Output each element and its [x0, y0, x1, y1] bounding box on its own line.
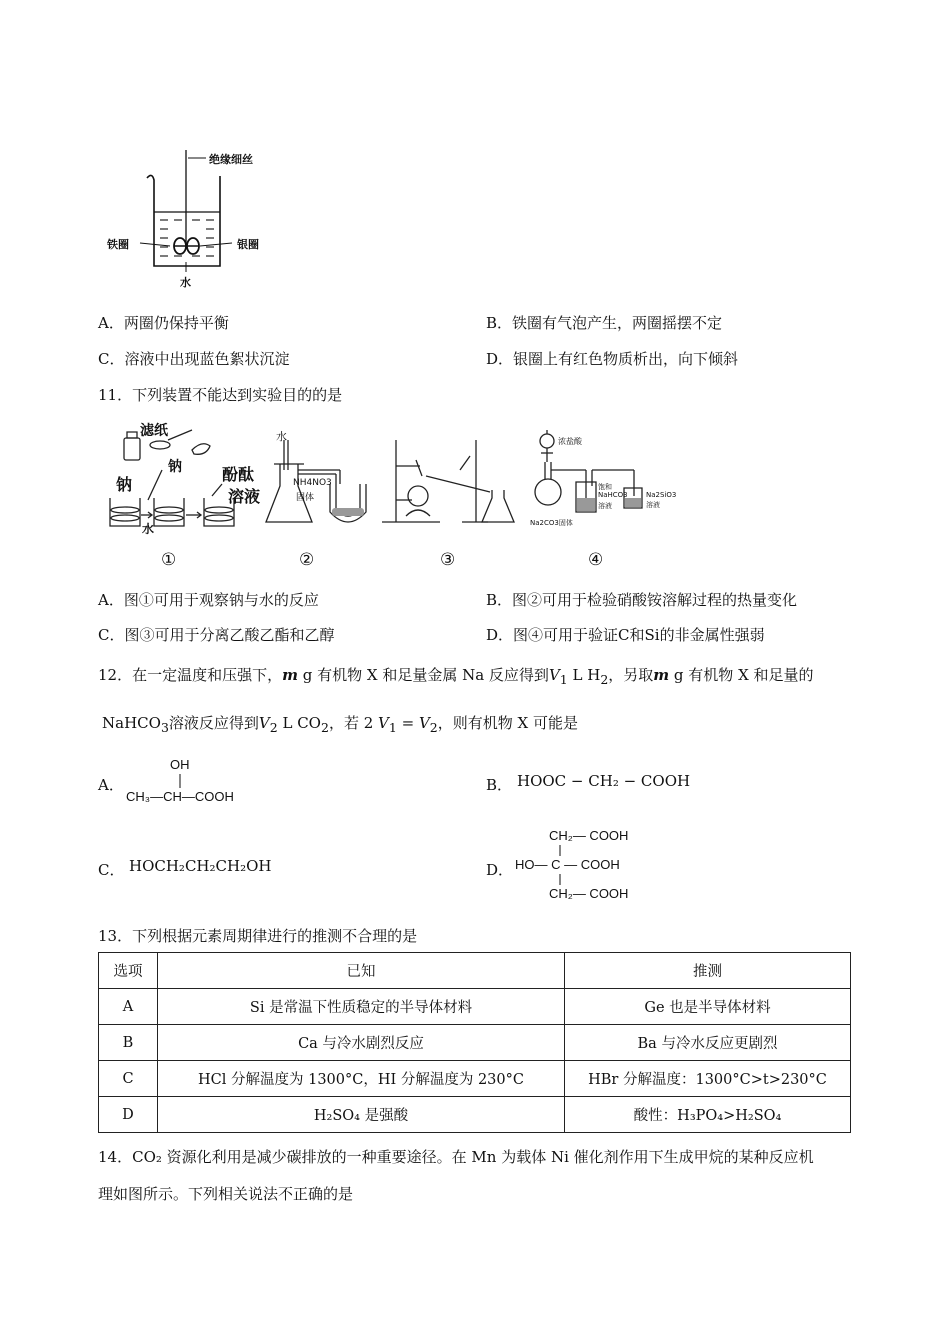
table-cell: C	[99, 1061, 158, 1097]
q11-option-b[interactable]: B．图②可用于检验硝酸铵溶解过程的热量变化	[486, 591, 798, 609]
q10-option-d[interactable]: D．银圈上有红色物质析出，向下倾斜	[486, 350, 739, 368]
table-header: 已知	[158, 953, 565, 989]
label-iron-ring: 铁圈	[107, 238, 129, 251]
table-header: 推测	[565, 953, 851, 989]
fig-number-2: ②	[299, 550, 315, 570]
q12-text: L H	[567, 666, 601, 684]
fig4-label-na2sio3: Na2SiO3	[646, 491, 677, 499]
label-water: 水	[180, 276, 191, 289]
q11-option-c[interactable]: C．图③可用于分离乙酸乙酯和乙醇	[98, 626, 335, 644]
table-row	[99, 1097, 851, 1133]
q12-text: ，则有机物 X 可能是	[437, 714, 578, 732]
fig4-label-saturated: 饱和	[598, 483, 612, 491]
q12-text: =	[396, 714, 419, 732]
q11-option-a[interactable]: A．图①可用于观察钠与水的反应	[98, 591, 319, 609]
table-cell: Si 是常温下性质稳定的半导体材料	[158, 989, 565, 1025]
table-cell: H₂SO₄ 是强酸	[158, 1097, 565, 1133]
q12-text: 溶液反应得到	[168, 714, 259, 732]
q11-stem: 11．下列装置不能达到实验目的的是	[98, 386, 343, 404]
q12-var-v1: V	[378, 714, 389, 732]
fig1-label-water: 水	[142, 522, 155, 536]
q12-text: 12．在一定温度和压强下，	[98, 666, 283, 684]
q12-text: NaHCO	[102, 714, 161, 732]
fig1-label-sodium-top: 钠	[168, 459, 182, 475]
label-insulated-wire: 绝缘细丝	[209, 153, 253, 166]
option-label: A．	[98, 776, 124, 794]
fig4-label-conc-hcl: 浓盐酸	[558, 437, 582, 446]
fig4-label-nahco3: NaHCO3	[598, 491, 628, 499]
fig1-label-solution: 溶液	[228, 487, 261, 506]
fig1-label-paper: 滤纸	[140, 423, 168, 439]
structure-top: CH₂— COOH	[549, 828, 629, 843]
q14-stem-line2: 理如图所示。下列相关说法不正确的是	[98, 1185, 354, 1203]
table-header: 选项	[99, 953, 158, 989]
fig1-label-sodium: 钠	[116, 475, 133, 494]
structure-text: HOOC − CH₂ − COOH	[517, 772, 691, 790]
q10-option-a[interactable]: A．两圈仍保持平衡	[98, 314, 229, 332]
q12-var-m: m	[653, 666, 670, 684]
table-row	[99, 989, 851, 1025]
q12-text: L CO	[277, 714, 321, 732]
fig-number-3: ③	[440, 550, 456, 570]
fig4-label-solution: 溶液	[598, 502, 612, 510]
fig4-label-na2sio3-solution: 溶液	[646, 501, 660, 509]
structure-bottom: CH₂— COOH	[549, 886, 629, 901]
q12-stem-line1: 12．在一定温度和压强下，m g 有机物 X 和足量金属 Na 反应得到$V_1$ L $H_2$，另取m g 有机物 X 和足量的	[98, 666, 814, 687]
structure-mid: HO— C — COOH	[515, 857, 620, 872]
table-cell: B	[99, 1025, 158, 1061]
q13-table	[98, 952, 851, 1133]
table-cell: A	[99, 989, 158, 1025]
fig2-label-nh4no3: NH4NO3	[293, 478, 332, 488]
option-label: C．	[98, 861, 125, 879]
table-cell: HCl 分解温度为 1300°C，HI 分解温度为 230°C	[158, 1061, 565, 1097]
fig2-label-solid: 固体	[296, 493, 315, 503]
fig2-label-water: 水	[276, 430, 287, 443]
q12-text: ，若 2	[328, 714, 379, 732]
structure-text: HOCH₂CH₂CH₂OH	[129, 857, 272, 875]
fig1-label-phenolphthalein: 酚酞	[222, 465, 255, 484]
table-row	[99, 1025, 851, 1061]
q12-stem-line2: NaHCO$_3$溶液反应得到$V_2$ L $CO_2$，若 2 $V_1 = V_2$，则有机物 X 可能是	[102, 714, 578, 735]
table-cell: D	[99, 1097, 158, 1133]
table-cell: Ge 也是半导体材料	[565, 989, 851, 1025]
table-row	[99, 1061, 851, 1097]
q10-option-c[interactable]: C．溶液中出现蓝色絮状沉淀	[98, 350, 290, 368]
option-label: D．	[486, 861, 514, 879]
table-cell: 酸性：H₃PO₄>H₂SO₄	[565, 1097, 851, 1133]
q12-var-v2: V	[418, 714, 430, 732]
q11-option-d[interactable]: D．图④可用于验证C和Si的非金属性强弱	[486, 626, 765, 644]
table-cell: Ca 与冷水剧烈反应	[158, 1025, 565, 1061]
label-silver-ring: 银圈	[237, 238, 259, 251]
structure-oh: OH	[170, 757, 190, 772]
q12-var-v2: V	[258, 714, 270, 732]
option-label: B．	[486, 776, 513, 794]
table-cell: Ba 与冷水反应更剧烈	[565, 1025, 851, 1061]
q12-text: g 有机物 X 和足量金属 Na 反应得到	[297, 666, 549, 684]
q14-stem-line1: 14．CO₂ 资源化利用是减少碳排放的一种重要途径。在 Mn 为载体 Ni 催化剂作用下生成甲烷的某种反应机	[98, 1148, 814, 1166]
fig-number-1: ①	[161, 550, 177, 570]
q10-option-b[interactable]: B．铁圈有气泡产生，两圈摇摆不定	[486, 314, 723, 332]
table-header-row	[99, 953, 851, 989]
q12-text: ，另取	[608, 666, 654, 684]
table-cell: HBr 分解温度：1300°C>t>230°C	[565, 1061, 851, 1097]
q12-var-v1: V	[548, 666, 560, 684]
fig4-label-na2co3: Na2CO3固体	[530, 519, 573, 527]
structure-chain: CH₃—CH—COOH	[126, 789, 234, 804]
q12-var-m: m	[282, 666, 298, 684]
q13-stem: 13．下列根据元素周期律进行的推测不合理的是	[98, 927, 418, 945]
fig-number-4: ④	[588, 550, 604, 570]
q12-text: g 有机物 X 和足量的	[669, 666, 814, 684]
